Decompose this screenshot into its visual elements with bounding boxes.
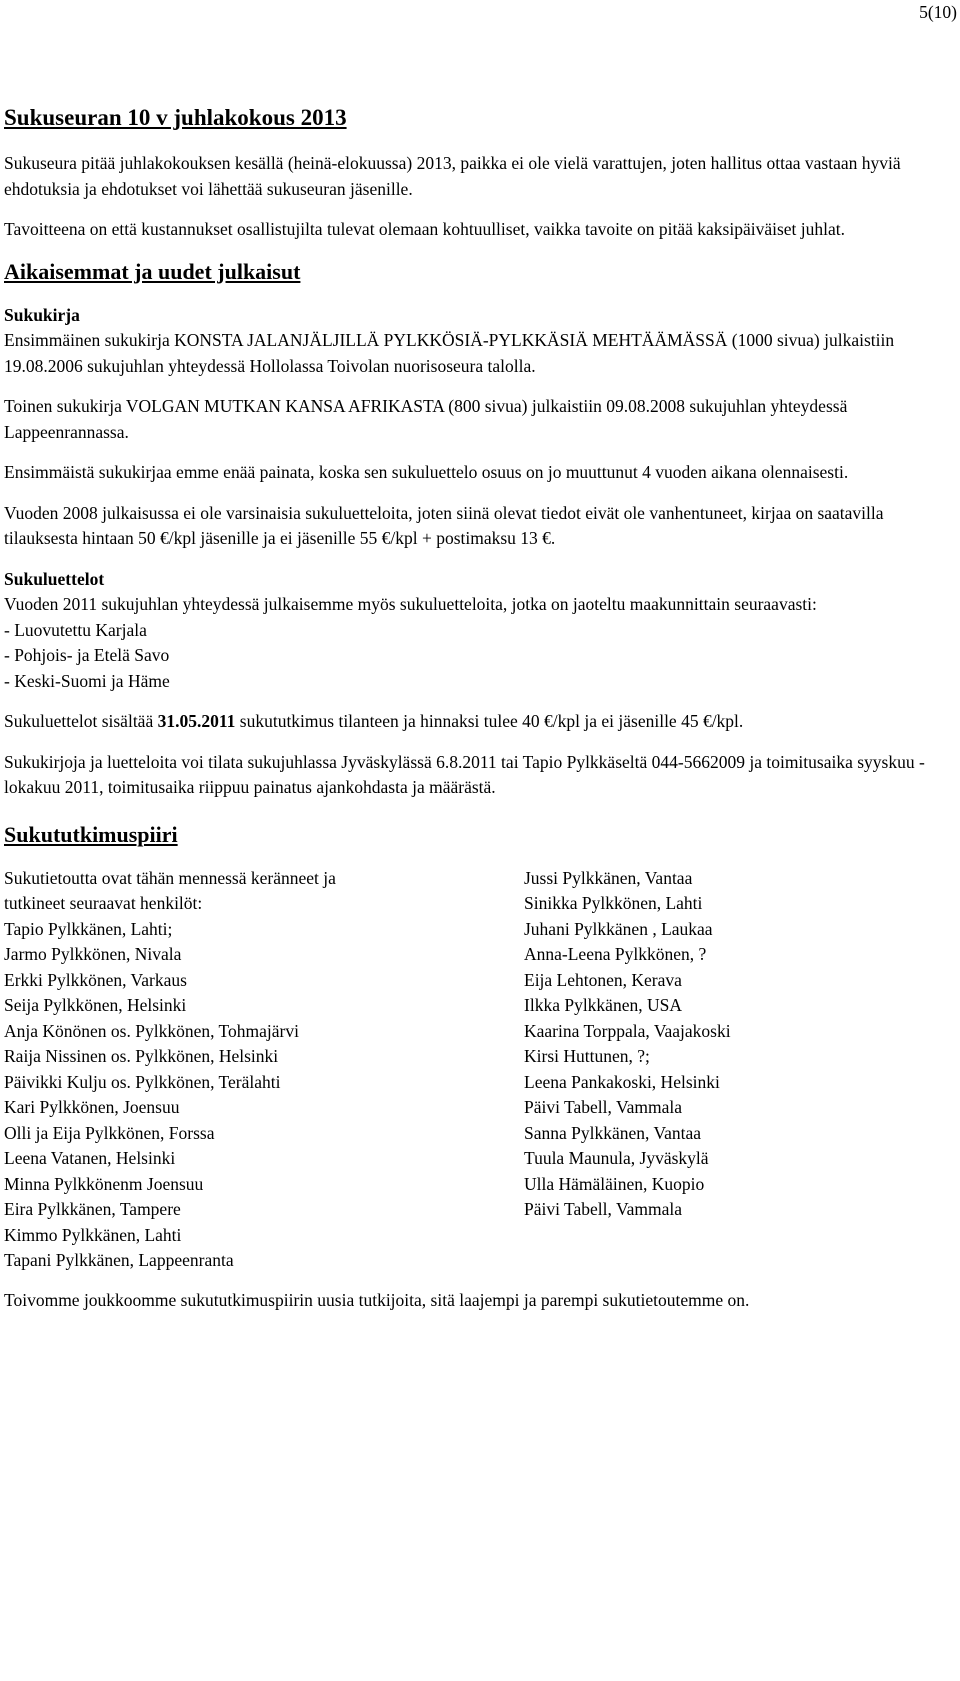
- date-bold: 31.05.2011: [157, 711, 236, 731]
- list-item: Ulla Hämäläinen, Kuopio: [524, 1173, 705, 1194]
- list-item: Päivi Tabell, Vammala: [524, 1097, 683, 1117]
- list-item: - Pohjois- ja Etelä Savo: [4, 645, 170, 665]
- section-title-juhlakokous: Sukuseuran 10 v juhlakokous 2013: [4, 105, 347, 130]
- list-item: Anja Könönen os. Pylkkönen, Tohmajärvi: [4, 1020, 299, 1041]
- paragraph: Ensimmäinen sukukirja KONSTA JALANJÄLJILLÄ PYLKKÖSIÄ-PYLKKÄSIÄ MEHTÄÄMÄSSÄ (1000 sivua) julkaistiin 19.08.2006 sukujuhlan yhteydessä Hollolassa Toivolan nuorisoseura talolla.: [4, 330, 895, 376]
- paragraph: Vuoden 2008 julkaisussa ei ole varsinaisia sukuluetteloita, joten siinä olevat tiedot eivät ole vanhentuneet, kirjaa on saatavilla tilauksesta hintaan 50 €/kpl jäsenille ja ei jäsenille 55 €/kpl + postimaksu 13 €.: [4, 502, 884, 548]
- page-number: 5(10): [919, 2, 957, 22]
- researchers-left-column: [4, 866, 524, 1274]
- list-item: Leena Vatanen, Helsinki: [4, 1148, 176, 1168]
- section-title-julkaisut: Aikaisemmat ja uudet julkaisut: [4, 258, 301, 284]
- page-content: [4, 104, 952, 1313]
- researchers-columns: [4, 866, 952, 1274]
- researchers-right-column: [524, 866, 944, 1274]
- list-item: Tapani Pylkkänen, Lappeenranta: [4, 1250, 234, 1270]
- list-item: Jarmo Pylkkönen, Nivala: [4, 944, 182, 964]
- subheading-sukuluettelot: Sukuluettelot: [4, 568, 105, 589]
- list-item: Olli ja Eija Pylkkönen, Forssa: [4, 1122, 215, 1143]
- closing-paragraph: Toivomme joukkoomme sukututkimuspiirin uusia tutkijoita, sitä laajempi ja parempi sukutietoutemme on.: [4, 1289, 750, 1310]
- list-item: Eira Pylkkänen, Tampere: [4, 1199, 181, 1219]
- list-item: Ilkka Pylkkänen, USA: [524, 995, 682, 1015]
- list-item: Tuula Maunula, Jyväskylä: [524, 1148, 709, 1168]
- paragraph: Tavoitteena on että kustannukset osallistujilta tulevat olemaan kohtuulliset, vaikka tavoite on pitää kaksipäiväiset juhlat.: [4, 219, 845, 239]
- list-item: Tapio Pylkkänen, Lahti;: [4, 918, 173, 939]
- list-item: Anna-Leena Pylkkönen, ?: [524, 944, 707, 964]
- list-item: Kaarina Torppala, Vaajakoski: [524, 1020, 731, 1041]
- list-item: Juhani Pylkkänen , Laukaa: [524, 918, 713, 939]
- text-run: sukututkimus tilanteen ja hinnaksi tulee 40 €/kpl ja ei jäsenille 45 €/kpl.: [235, 711, 744, 731]
- list-item: Seija Pylkkönen, Helsinki: [4, 995, 187, 1015]
- paragraph: Sukuseura pitää juhlakokouksen kesällä (heinä-elokuussa) 2013, paikka ei ole vielä varattujen, joten hallitus ottaa vastaan hyviä ehdotuksia ja ehdotukset voi lähettää sukuseuran jäsenille.: [4, 153, 901, 199]
- list-item: Kirsi Huttunen, ?;: [524, 1046, 650, 1066]
- list-item: - Keski-Suomi ja Häme: [4, 670, 170, 691]
- section-title-sukututkimuspiiri: Sukututkimuspiiri: [4, 821, 178, 847]
- paragraph: Toinen sukukirja VOLGAN MUTKAN KANSA AFRIKASTA (800 sivua) julkaistiin 09.08.2008 sukujuhlan yhteydessä Lappeenrannassa.: [4, 396, 848, 442]
- list-item: Kari Pylkkönen, Joensuu: [4, 1097, 180, 1117]
- paragraph: Vuoden 2011 sukujuhlan yhteydessä julkaisemme myös sukuluetteloita, jotka on jaoteltu maakunnittain seuraavasti:: [4, 594, 817, 614]
- list-item: Sinikka Pylkkönen, Lahti: [524, 893, 703, 913]
- list-item: Jussi Pylkkänen, Vantaa: [524, 867, 693, 888]
- list-item: Päivi Tabell, Vammala: [524, 1199, 683, 1219]
- list-item: Kimmo Pylkkänen, Lahti: [4, 1224, 182, 1245]
- list-item: Sukutietoutta ovat tähän mennessä keränneet ja: [4, 867, 336, 888]
- list-item: tutkineet seuraavat henkilöt:: [4, 893, 203, 913]
- text-run: Sukuluettelot sisältää: [4, 711, 158, 731]
- list-item: Minna Pylkkönenm Joensuu: [4, 1173, 204, 1194]
- list-item: Erkki Pylkkönen, Varkaus: [4, 969, 187, 990]
- paragraph: [4, 709, 952, 735]
- list-item: Päivikki Kulju os. Pylkkönen, Terälahti: [4, 1071, 281, 1092]
- list-item: Raija Nissinen os. Pylkkönen, Helsinki: [4, 1046, 279, 1066]
- list-item: Eija Lehtonen, Kerava: [524, 969, 682, 990]
- subheading-sukukirja: Sukukirja: [4, 304, 80, 325]
- paragraph: Ensimmäistä sukukirjaa emme enää painata, koska sen sukuluettelo osuus on jo muuttunut 4 vuoden aikana olennaisesti.: [4, 462, 849, 482]
- paragraph: Sukukirjoja ja luetteloita voi tilata sukujuhlassa Jyväskylässä 6.8.2011 tai Tapio Pylkkäseltä 044-5662009 ja toimitusaika syyskuu - lokakuu 2011, toimitusaika riippuu painatus ajankohdasta ja määrästä.: [4, 751, 925, 797]
- list-item: Leena Pankakoski, Helsinki: [524, 1071, 720, 1092]
- list-item: - Luovutettu Karjala: [4, 619, 147, 640]
- list-item: Sanna Pylkkänen, Vantaa: [524, 1122, 702, 1143]
